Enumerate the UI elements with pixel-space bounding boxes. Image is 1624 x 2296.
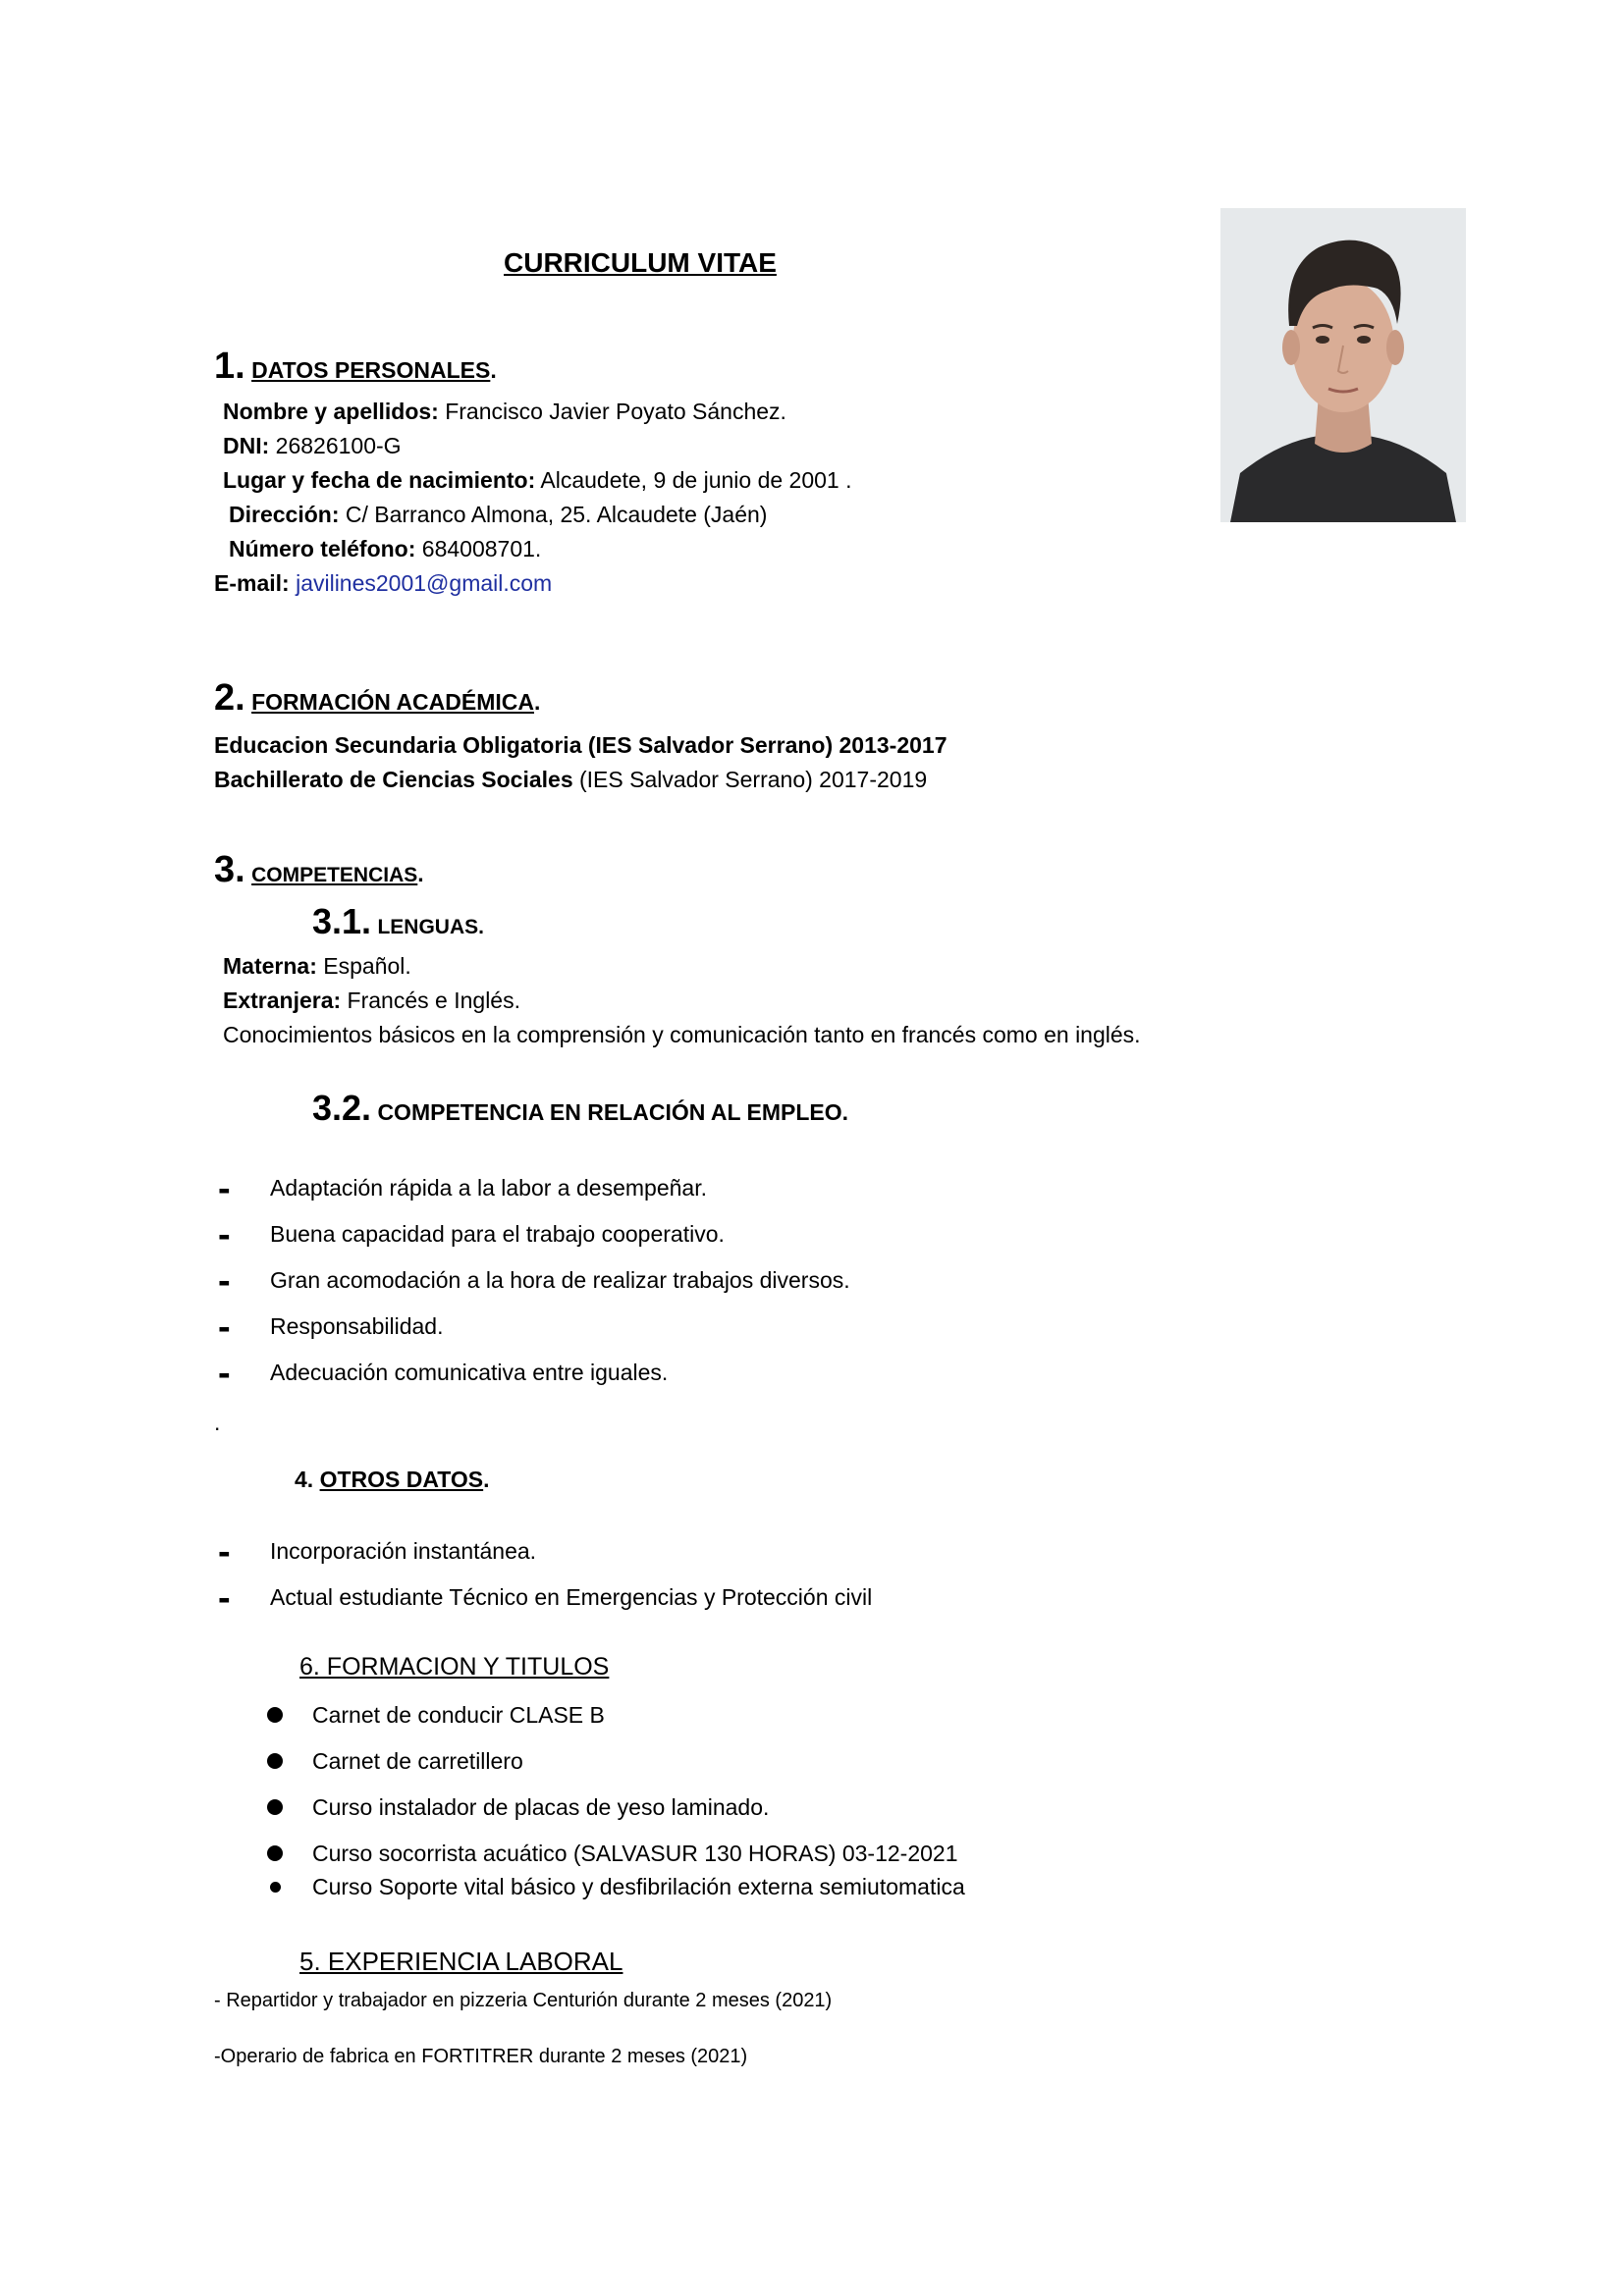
section-education-heading: 2. FORMACIÓN ACADÉMICA.: [214, 677, 541, 719]
subsection-employment-heading: [312, 1088, 848, 1129]
subsection-languages-heading: [312, 901, 484, 942]
personal-name-row: [223, 399, 786, 425]
experience-item: - Repartidor y trabajador en pizzeria Centurión durante 2 meses (2021): [214, 1990, 833, 2011]
field-label: E-mail:: [214, 570, 290, 596]
field-value: Francisco Javier Poyato Sánchez.: [438, 399, 786, 424]
section-training-heading: 6. FORMACION Y TITULOS: [299, 1653, 610, 1681]
list-item: Adaptación rápida a la labor a desempeñar.: [270, 1175, 707, 1201]
language-foreign-row: [223, 988, 520, 1014]
bullet-dot: [267, 1753, 283, 1769]
personal-address-row: [229, 502, 767, 528]
list-item: Incorporación instantánea.: [270, 1538, 537, 1564]
field-label: Lugar y fecha de nacimiento:: [223, 467, 536, 493]
dash-bullet: -: [218, 1307, 231, 1348]
list-item: Curso socorrista acuático (SALVASUR 130 HORAS) 03-12-2021: [312, 1841, 958, 1866]
list-item: Carnet de carretillero: [312, 1748, 523, 1774]
field-label: Número teléfono:: [229, 536, 416, 561]
bullet-dot: [267, 1707, 283, 1723]
field-value: Español.: [316, 953, 411, 979]
subsection-number: 3.1.: [312, 901, 372, 941]
section-title: OTROS DATOS: [319, 1467, 484, 1492]
profile-photo: [1220, 208, 1466, 522]
list-item: Adecuación comunicativa entre iguales.: [270, 1360, 669, 1385]
list-item: Actual estudiante Técnico en Emergencias y Protección civil: [270, 1584, 873, 1610]
degree-name: Bachillerato de Ciencias Sociales: [214, 767, 573, 792]
section-number: 3.: [214, 849, 245, 890]
section-number: 1.: [214, 346, 245, 387]
field-label: Nombre y apellidos:: [223, 399, 439, 424]
field-value: Francés e Inglés.: [341, 988, 520, 1013]
field-label: DNI:: [223, 433, 270, 458]
personal-phone-row: [229, 536, 541, 562]
language-native-row: [223, 953, 411, 980]
field-label: Dirección:: [229, 502, 340, 527]
language-note: Conocimientos básicos en la comprensión y comunicación tanto en francés como en inglés.: [223, 1022, 1141, 1047]
section-number: 4.: [295, 1467, 320, 1492]
portrait-image: [1220, 208, 1466, 522]
email-link[interactable]: javilines2001@gmail.com: [289, 570, 553, 596]
section-personal-heading: 1. DATOS PERSONALES.: [214, 346, 497, 387]
dash-bullet: -: [218, 1531, 231, 1573]
section-title: DATOS PERSONALES: [251, 357, 491, 383]
section-competencies-heading: 3. COMPETENCIAS.: [214, 849, 424, 890]
bullet-dot: [267, 1845, 283, 1861]
personal-birth-row: [223, 467, 852, 494]
field-label: Extranjera:: [223, 988, 342, 1013]
field-value: 684008701.: [415, 536, 542, 561]
dash-bullet: -: [218, 1260, 231, 1302]
subsection-title: LENGUAS.: [377, 916, 484, 938]
bullet-dot: [267, 1799, 283, 1815]
field-value: Alcaudete, 9 de junio de 2001 .: [535, 467, 852, 493]
subsection-number: 3.2.: [312, 1088, 372, 1128]
personal-dni-row: [223, 433, 402, 459]
bullet-dot: [270, 1882, 281, 1893]
dash-bullet: -: [218, 1353, 231, 1394]
education-line-bachillerato: [214, 767, 927, 793]
list-item: Carnet de conducir CLASE B: [312, 1702, 605, 1728]
list-item: Buena capacidad para el trabajo cooperativo.: [270, 1221, 725, 1247]
document-title: CURRICULUM VITAE: [504, 247, 777, 278]
dash-bullet: -: [218, 1577, 231, 1619]
section-experience-heading: 5. EXPERIENCIA LABORAL: [299, 1947, 623, 1976]
field-label: Materna:: [223, 953, 317, 979]
list-item: Gran acomodación a la hora de realizar trabajos diversos.: [270, 1267, 850, 1293]
section-other-heading: 4. OTROS DATOS.: [295, 1467, 490, 1492]
field-value: C/ Barranco Almona, 25. Alcaudete (Jaén): [339, 502, 768, 527]
list-item: Responsabilidad.: [270, 1313, 444, 1339]
personal-email-row: [214, 570, 552, 597]
section-number: 2.: [214, 677, 245, 719]
dash-bullet: -: [218, 1214, 231, 1255]
experience-item: -Operario de fabrica en FORTITRER durante 2 meses (2021): [214, 2046, 748, 2067]
stray-dot: .: [214, 1410, 221, 1435]
subsection-title: COMPETENCIA EN RELACIÓN AL EMPLEO.: [377, 1099, 849, 1125]
dash-bullet: -: [218, 1168, 231, 1209]
list-item: Curso instalador de placas de yeso laminado.: [312, 1794, 770, 1820]
field-value: 26826100-G: [269, 433, 402, 458]
section-title: COMPETENCIAS: [251, 864, 418, 886]
degree-detail: (IES Salvador Serrano) 2017-2019: [572, 767, 928, 792]
list-item: Curso Soporte vital básico y desfibrilación externa semiutomatica: [312, 1874, 965, 1899]
section-title: FORMACIÓN ACADÉMICA: [251, 689, 534, 715]
education-line-eso: Educacion Secundaria Obligatoria (IES Salvador Serrano) 2013-2017: [214, 732, 947, 758]
